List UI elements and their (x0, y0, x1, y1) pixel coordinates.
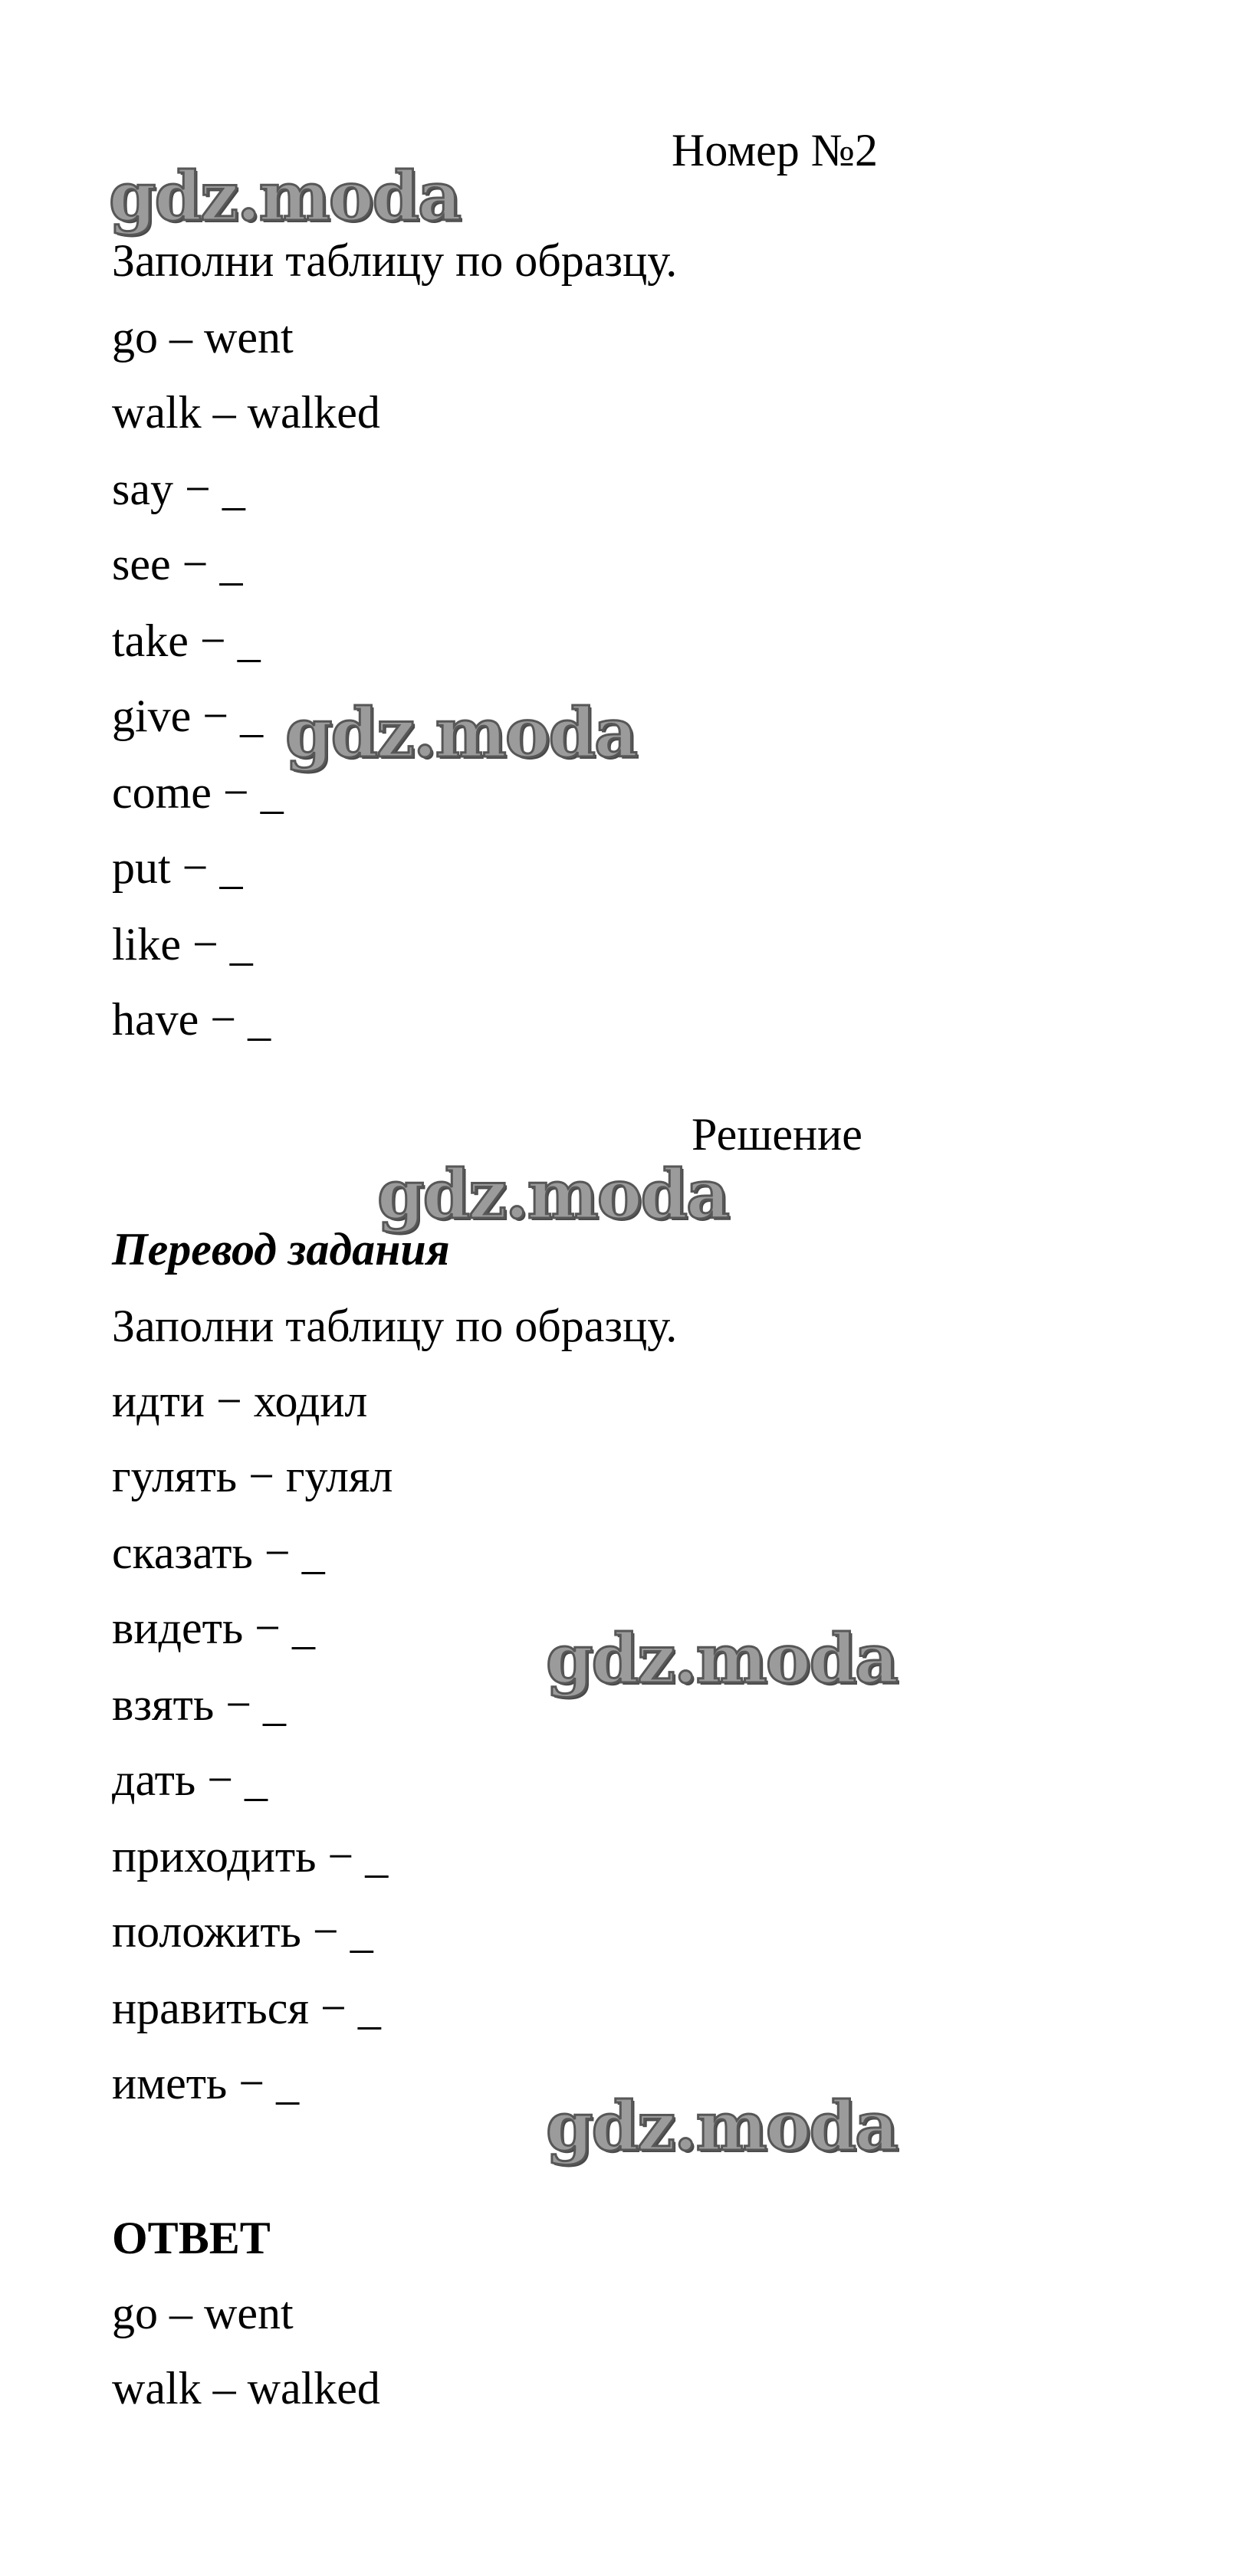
answer-line: go – went (112, 2288, 294, 2338)
task-line: take − _ (112, 615, 261, 666)
solution-line: иметь − _ (112, 2058, 300, 2108)
task-line: see − _ (112, 539, 243, 589)
task-line: like − _ (112, 919, 253, 970)
answer-heading: ОТВЕТ (112, 2213, 271, 2263)
solution-line: положить − _ (112, 1906, 373, 1957)
solution-line: видеть − _ (112, 1603, 316, 1653)
task-instruction: Заполни таблицу по образцу. (112, 235, 678, 286)
task-line: put − _ (112, 842, 243, 893)
solution-line: гулять − гулял (112, 1451, 393, 1501)
solution-line: сказать − _ (112, 1528, 325, 1578)
watermark-logo: gdz.moda (546, 2086, 898, 2166)
task-line: walk – walked (112, 387, 380, 438)
solution-line: нравиться − _ (112, 1983, 381, 2033)
solution-line: взять − _ (112, 1679, 287, 1730)
task-line: give − _ (112, 691, 264, 741)
task-line: go – went (112, 312, 294, 363)
answer-line: walk – walked (112, 2363, 380, 2414)
solution-line: дать − _ (112, 1754, 268, 1805)
solution-line: приходить − _ (112, 1831, 389, 1882)
watermark-logo: gdz.moda (377, 1154, 729, 1234)
task-line: come − _ (112, 767, 284, 818)
solution-line: идти − ходил (112, 1376, 368, 1426)
translation-heading: Перевод задания (112, 1224, 450, 1275)
watermark-logo: gdz.moda (109, 156, 461, 236)
watermark-logo: gdz.moda (546, 1619, 898, 1698)
task-line: have − _ (112, 994, 271, 1045)
watermark-logo: gdz.moda (285, 693, 637, 773)
task-number-title: Номер №2 (672, 125, 879, 176)
solution-instruction: Заполни таблицу по образцу. (112, 1301, 678, 1351)
task-line: say − _ (112, 464, 245, 514)
solution-title: Решение (692, 1109, 862, 1160)
